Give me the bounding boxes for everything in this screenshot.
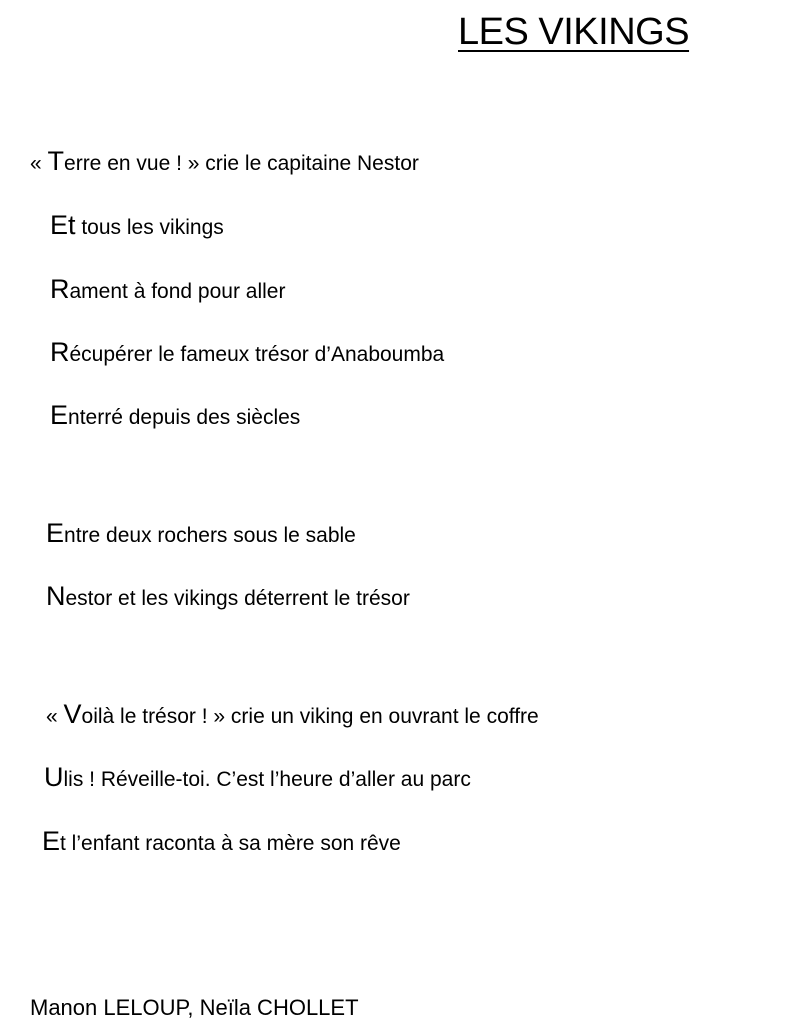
poem-line [46, 582, 410, 613]
poem-line [50, 211, 224, 242]
acrostic-letter: R [50, 337, 70, 367]
acrostic-letter: V [63, 699, 82, 729]
poem-line [44, 763, 471, 794]
line-text: tous les vikings [75, 216, 224, 239]
poem-title: LES VIKINGS [458, 11, 690, 53]
line-text: t l’enfant raconta à sa mère son rêve [60, 832, 401, 855]
acrostic-letter: Et [50, 210, 76, 240]
poem-line [46, 700, 539, 731]
acrostic-letter: R [50, 274, 70, 304]
poem-line [50, 338, 444, 369]
line-text: erre en vue ! » crie le capitaine Nestor [64, 152, 419, 175]
poem-line [42, 827, 401, 858]
line-text: nterré depuis des siècles [68, 406, 301, 429]
poem-line [30, 147, 419, 178]
acrostic-letter: E [46, 518, 65, 548]
acrostic-letter: N [46, 581, 66, 611]
acrostic-letter: T [47, 146, 65, 176]
acrostic-letter: E [50, 400, 69, 430]
acrostic-letter: U [44, 762, 64, 792]
line-lead: « [46, 705, 64, 728]
line-lead: « [30, 152, 48, 175]
line-text: écupérer le fameux trésor d’Anaboumba [69, 343, 445, 366]
line-text: ntre deux rochers sous le sable [64, 524, 356, 547]
line-text: oilà le trésor ! » crie un viking en ouvrant le coffre [81, 705, 539, 728]
line-text: lis ! Réveille-toi. C’est l’heure d’aller au parc [63, 768, 471, 791]
poem-line [46, 519, 356, 550]
line-text: ament à fond pour aller [69, 280, 286, 303]
poem-line [50, 275, 285, 306]
poem-line [50, 401, 300, 432]
authors: Manon LELOUP, Neïla CHOLLET [30, 995, 359, 1020]
line-text: estor et les vikings déterrent le trésor [65, 587, 410, 610]
acrostic-letter: E [42, 826, 61, 856]
